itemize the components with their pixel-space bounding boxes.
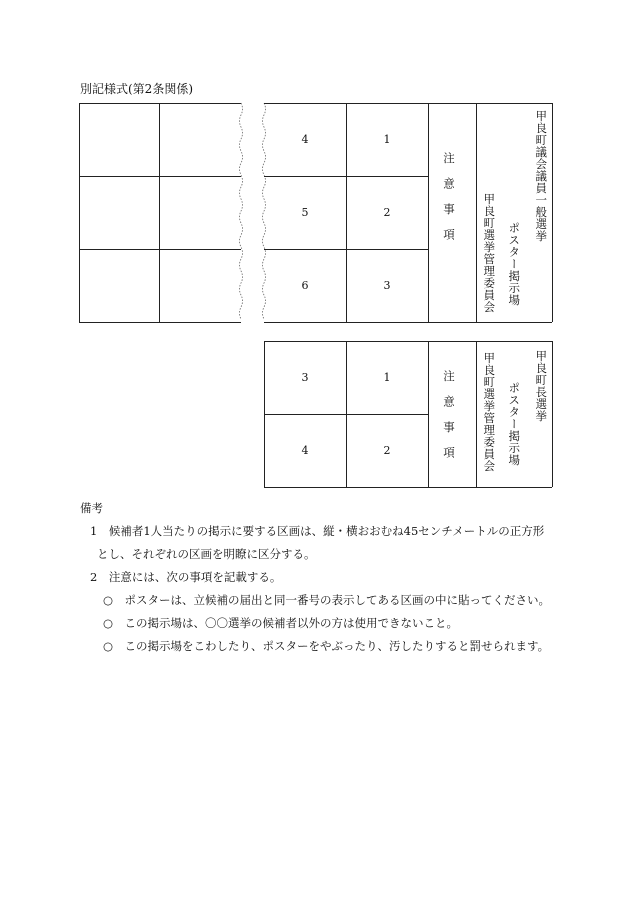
board1-election-name: 甲良町議会議員一般選挙 bbox=[534, 110, 549, 242]
board2-cell-2: 2 bbox=[383, 444, 391, 457]
remarks-bullet-3: ○ この掲示場をこわしたり、ポスターをやぶったり、汚したりすると罰せられます。 bbox=[103, 639, 550, 653]
board2-committee: 甲良町選挙管理委員会 bbox=[482, 352, 497, 472]
board1-board-label: ポスター掲示場 bbox=[507, 222, 522, 306]
form-title: 別記様式(第2条関係) bbox=[80, 82, 193, 96]
remarks-bullet-2: ○ この掲示場は、〇〇選挙の候補者以外の方は使用できないこと。 bbox=[103, 616, 459, 630]
remarks-item2: 2 注意には、次の事項を記載する。 bbox=[90, 570, 282, 584]
board1-committee: 甲良町選挙管理委員会 bbox=[482, 193, 497, 313]
board2-board-label: ポスター掲示場 bbox=[507, 382, 522, 466]
remarks-item1-line1: 1 候補者1人当たりの掲示に要する区画は、縦・横おおむね45センチメートルの正方形 bbox=[90, 524, 545, 538]
remarks-heading: 備考 bbox=[80, 501, 103, 515]
board2-notice-label: 注意事項 bbox=[442, 370, 456, 472]
board1-cell-2: 2 bbox=[383, 206, 391, 219]
board1-cell-5: 5 bbox=[301, 206, 309, 219]
board2-election-name: 甲良町長選挙 bbox=[534, 350, 549, 422]
board2-cell-1: 1 bbox=[383, 371, 391, 384]
board1-cell-3: 3 bbox=[383, 279, 391, 292]
board2-cell-3: 3 bbox=[301, 371, 309, 384]
board1-cell-1: 1 bbox=[383, 133, 391, 146]
board1-cell-4: 4 bbox=[301, 133, 309, 146]
board1-notice-label: 注意事項 bbox=[442, 152, 456, 254]
remarks-item1-line2: とし、それぞれの区画を明瞭に区分する。 bbox=[97, 547, 316, 561]
board2-cell-4: 4 bbox=[301, 444, 309, 457]
board1-cell-6: 6 bbox=[301, 279, 309, 292]
remarks-bullet-1: ○ ポスターは、立候補の届出と同一番号の表示してある区画の中に貼ってください。 bbox=[103, 593, 551, 607]
